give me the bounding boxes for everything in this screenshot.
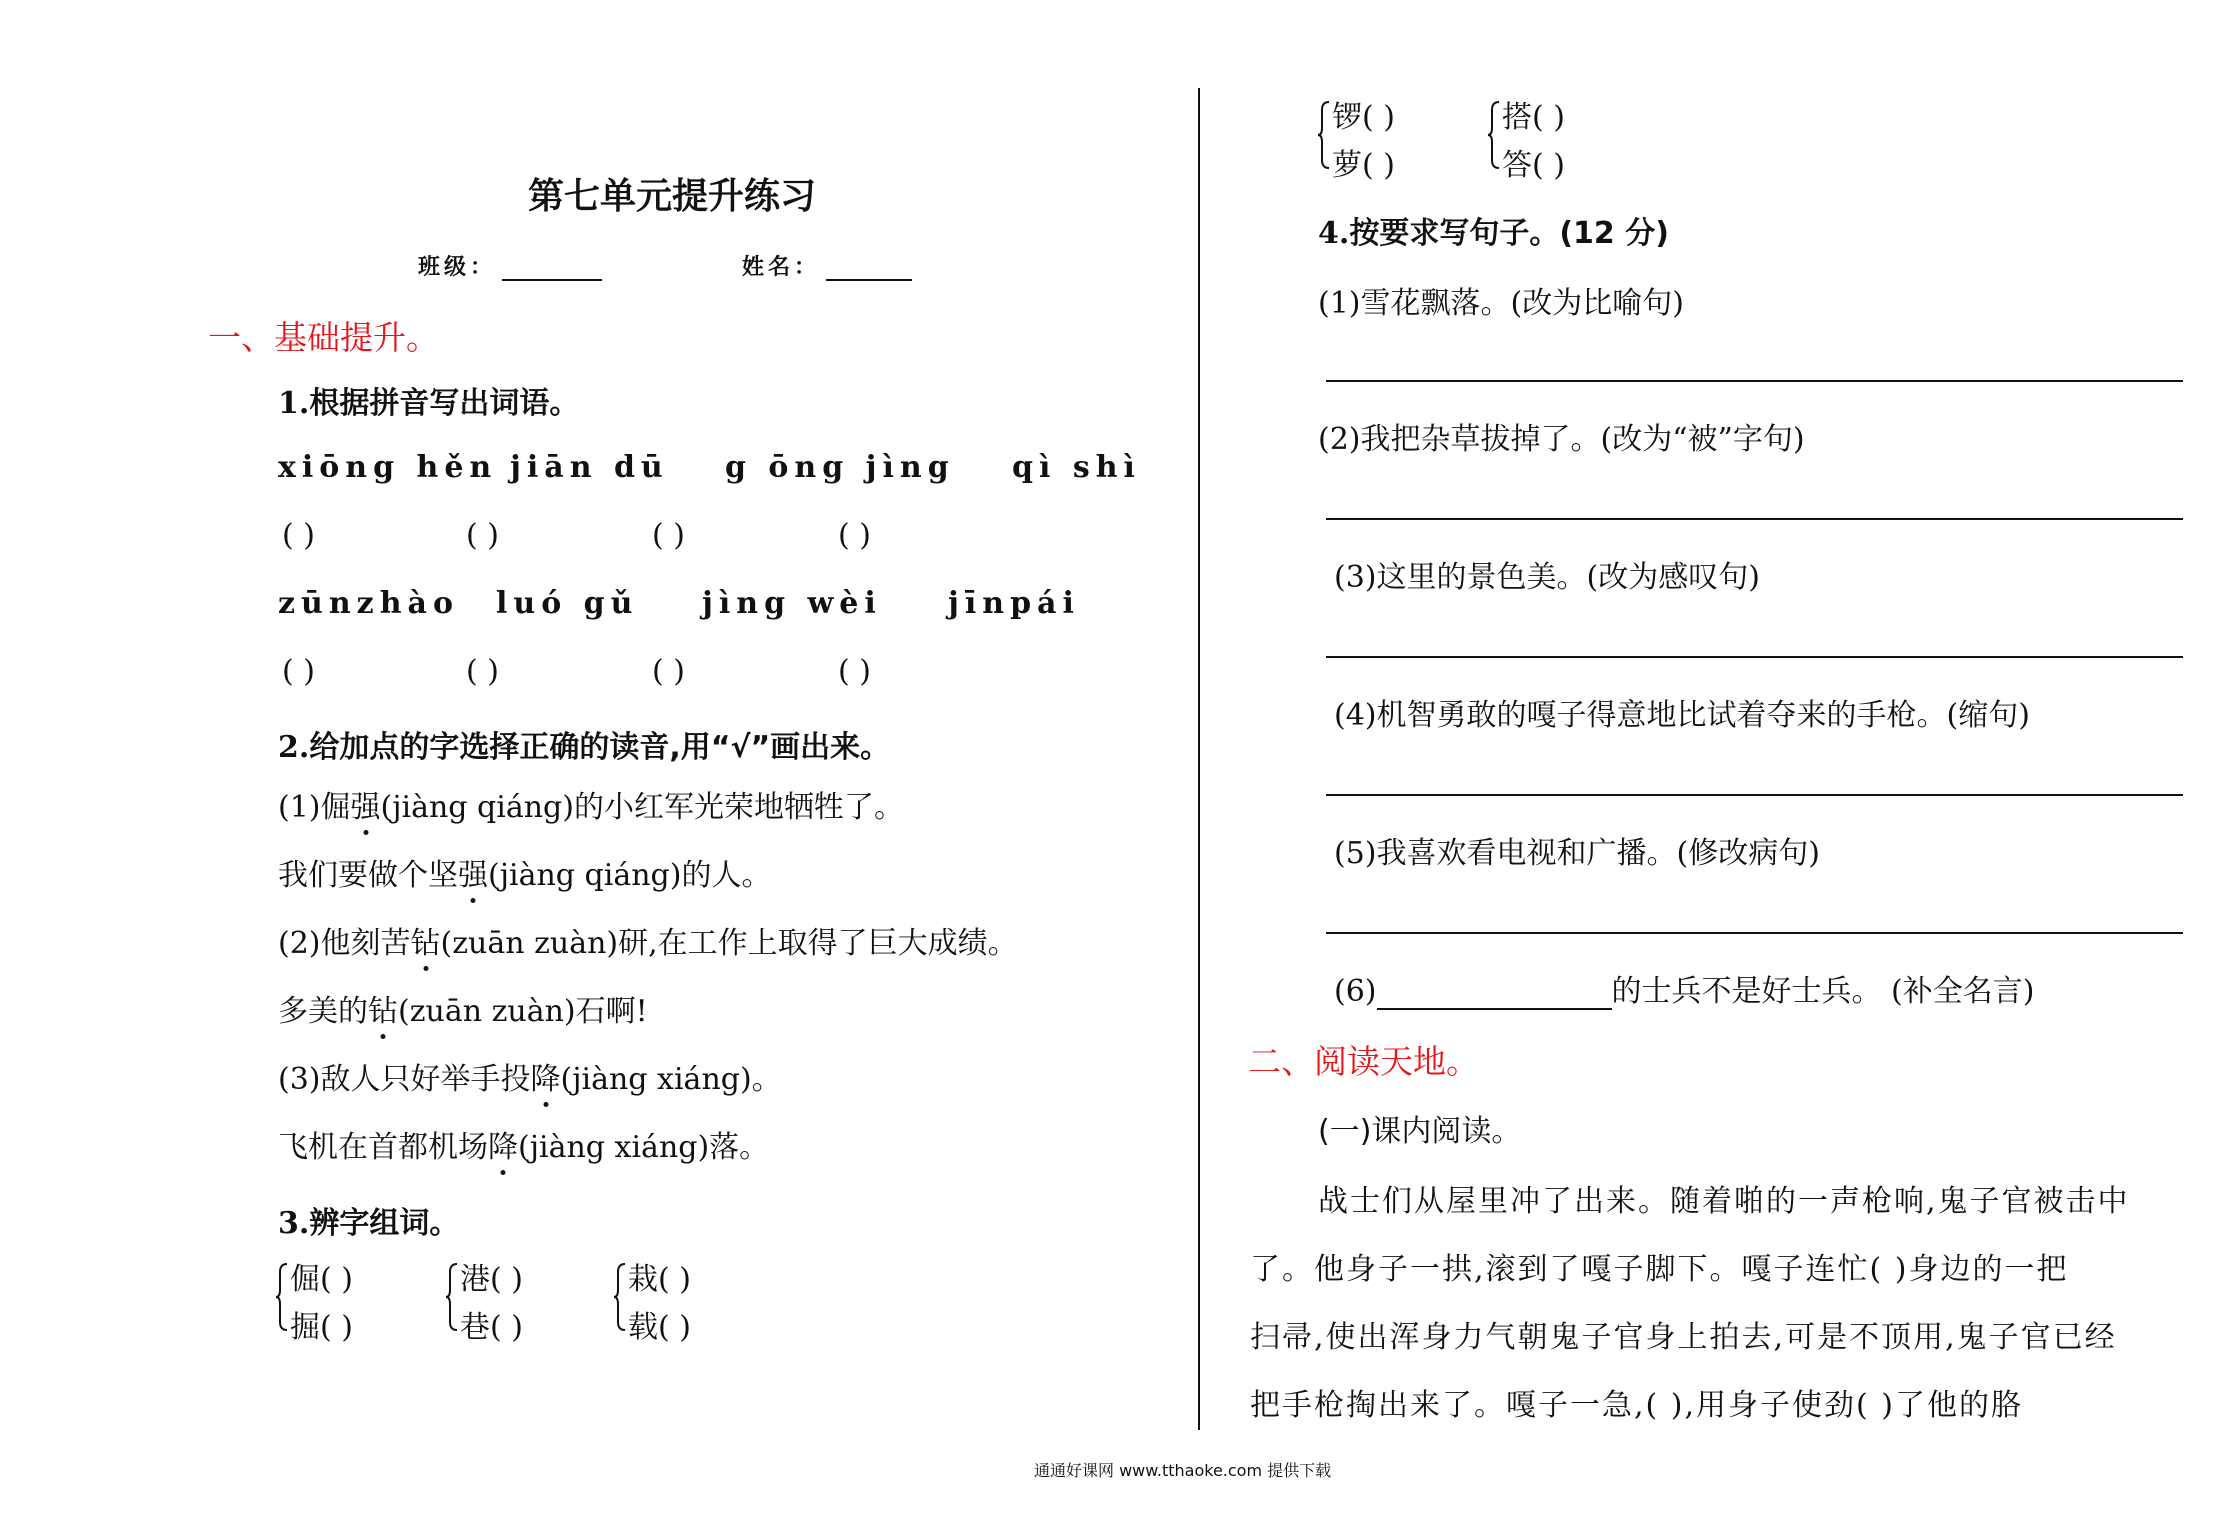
q2-heading [278,722,890,766]
reading-line-2: 了。他身子一拱,滚到了嘎子脚下。嘎子连忙( )身边的一把 [1250,1252,2069,1287]
pinyin-2: jiān dū [510,450,669,485]
pair-item[interactable]: 搭( ) [1502,100,1565,135]
class-blank[interactable] [502,255,602,281]
page-title: 第七单元提升练习 [528,176,817,217]
pair-item[interactable]: 掘( ) [290,1310,353,1345]
answer-line-3[interactable] [1326,656,2183,658]
pair-item[interactable]: 萝( ) [1332,148,1395,183]
brace-icon [614,1262,624,1332]
answer-blank-3[interactable]: ( ) [652,518,685,553]
pinyin-4: qì shì [1012,450,1141,485]
char-pair-4 [1332,94,1395,190]
name-field [742,250,912,281]
q2-line-5 [278,1054,782,1098]
text: (1)倔 [278,790,351,825]
q4-item-4: (4)机智勇敢的嘎子得意地比试着夺来的手枪。(缩句) [1334,698,2030,733]
column-divider [1198,88,1200,1430]
q4-heading [1318,208,1669,252]
char-pair-2 [460,1256,523,1352]
pair-item[interactable]: 栽( ) [628,1262,691,1297]
q1-number: 1. [278,386,310,421]
q2-line-2 [278,850,771,894]
answer-blank-6[interactable]: ( ) [466,654,499,689]
q1-heading [278,378,579,422]
pinyin-6: luó gǔ [496,586,639,621]
reading-line-1: 战士们从屋里冲了出来。随着啪的一声枪响,鬼子官被击中 [1318,1184,2130,1219]
pinyin-8: jīnpái [948,586,1080,621]
answer-blank-2[interactable]: ( ) [466,518,499,553]
dotted-char[interactable]: 降 [488,1130,518,1165]
text: (zuān zuàn)研,在工作上取得了巨大成绩。 [440,926,1018,961]
pinyin-5: zūnzhào [278,586,459,621]
q2-line-1 [278,782,904,826]
item6-suffix: 的士兵不是好士兵。 (补全名言) [1611,974,2035,1009]
brace-icon [276,1262,286,1332]
brace-icon [1318,100,1328,170]
text: (zuān zuàn)石啊! [398,994,648,1029]
answer-blank-5[interactable]: ( ) [282,654,315,689]
answer-blank-7[interactable]: ( ) [652,654,685,689]
q4-item-2: (2)我把杂草拔掉了。(改为“被”字句) [1318,422,1805,457]
char-pair-1 [290,1256,353,1352]
pair-item[interactable]: 答( ) [1502,148,1565,183]
q2-number: 2. [278,730,310,765]
text: 飞机在首都机场 [278,1130,488,1165]
q2-line-3 [278,918,1018,962]
char-pair-5 [1502,94,1565,190]
text: (jiàng qiáng)的小红军光荣地牺牲了。 [380,790,904,825]
brace-icon [1488,100,1498,170]
reading-line-4: 把手枪掏出来了。嘎子一急,( ),用身子使劲( )了他的胳 [1250,1388,2023,1423]
text: (3)敌人只好举手投 [278,1062,531,1097]
text: (2)他刻苦 [278,926,411,961]
section-one-heading: 一、基础提升。 [208,318,439,357]
section-two-heading: 二、阅读天地。 [1248,1042,1479,1081]
q2-line-6 [278,1122,769,1166]
q3-title: 辨字组词。 [309,1206,460,1241]
q1-title: 根据拼音写出词语。 [309,386,580,421]
text: 多美的 [278,994,368,1029]
text: (jiàng xiáng)。 [560,1062,782,1097]
dotted-char[interactable]: 强 [458,858,488,893]
dotted-char[interactable]: 钻 [368,994,398,1029]
answer-line-4[interactable] [1326,794,2183,796]
q2-line-4 [278,986,648,1030]
q4-item-6 [1334,966,2034,1010]
answer-blank-4[interactable]: ( ) [838,518,871,553]
answer-blank-8[interactable]: ( ) [838,654,871,689]
class-field [418,250,602,281]
footer-credit: 通通好课网 www.tthaoke.com 提供下载 [1034,1461,1332,1480]
name-label: 姓名： [742,255,821,280]
pinyin-1: xiōng hěn [278,450,498,485]
name-blank[interactable] [826,255,912,281]
answer-line-1[interactable] [1326,380,2183,382]
answer-line-2[interactable] [1326,518,2183,520]
dotted-char[interactable]: 降 [530,1062,561,1097]
answer-line-5[interactable] [1326,932,2183,934]
answer-blank-1[interactable]: ( ) [282,518,315,553]
pair-item[interactable]: 巷( ) [460,1310,523,1345]
q4-number: 4. [1318,216,1350,251]
pinyin-3: g ōng jìng [725,450,955,485]
q3-number: 3. [278,1206,310,1241]
pair-item[interactable]: 港( ) [460,1262,523,1297]
reading-subheading: (一)课内阅读。 [1318,1114,1522,1149]
q4-title: 按要求写句子。(12 分) [1349,216,1669,251]
q4-item-5: (5)我喜欢看电视和广播。(修改病句) [1334,836,1820,871]
text: (jiàng qiáng)的人。 [488,858,772,893]
reading-line-3: 扫帚,使出浑身力气朝鬼子官身上拍去,可是不顶用,鬼子官已经 [1250,1320,2117,1355]
class-label: 班级： [418,255,497,280]
text: (jiàng xiáng)落。 [518,1130,770,1165]
pair-item[interactable]: 倔( ) [290,1262,353,1297]
dotted-char[interactable]: 钻 [410,926,441,961]
dotted-char[interactable]: 强 [350,790,381,825]
brace-icon [446,1262,456,1332]
pinyin-7: jìng wèi [702,586,882,621]
item6-prefix: (6) [1334,974,1377,1009]
pair-item[interactable]: 锣( ) [1332,100,1395,135]
char-pair-3 [628,1256,691,1352]
q4-item-3: (3)这里的景色美。(改为感叹句) [1334,560,1760,595]
quote-blank[interactable] [1377,980,1612,1010]
text: 我们要做个坚 [278,858,458,893]
q3-heading [278,1198,459,1242]
q4-item-1: (1)雪花飘落。(改为比喻句) [1318,286,1684,321]
q2-title: 给加点的字选择正确的读音,用“√”画出来。 [309,730,891,765]
pair-item[interactable]: 载( ) [628,1310,691,1345]
